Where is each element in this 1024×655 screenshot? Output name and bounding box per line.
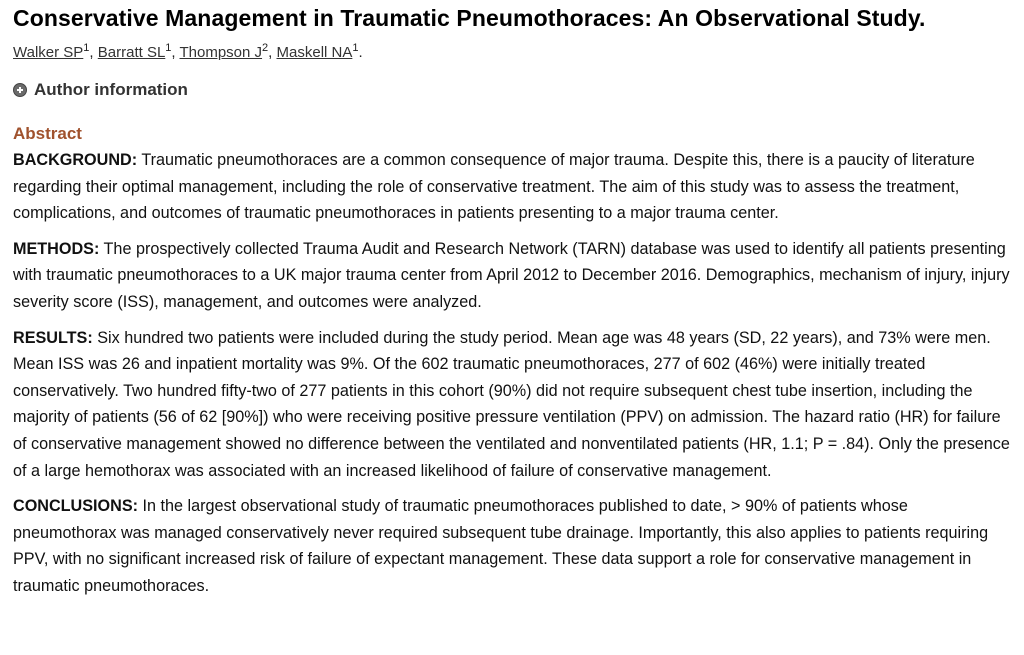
section-label: CONCLUSIONS: — [13, 497, 139, 516]
section-text: Six hundred two patients were included during the study period. Mean age was 48 years (SD, 22 years), and 73% were men. Mean ISS was 26 and inpatient mortality was 9%. Of the 602 traumatic pneumothoraces, 277 of 602 (46%) were initially treated conservatively. Two hundred fifty-two of 277 patients in this cohort (90%) did not require subsequent chest tube insertion, including the majority of patients (56 of 62 [90%]) who were receiving positive pressure ventilation (PPV) on admission. The hazard ratio (HR) for failure of conservative management showed no difference between the ventilated and nonventilated patients (HR, 1.1; P = .84). Only the presence of a large hemothorax was associated with an increased likelihood of failure of conservative management. — [13, 328, 1010, 480]
section-text: In the largest observational study of traumatic pneumothoraces published to date, > 90% of patients whose pneumothorax was managed conservatively never required subsequent tube drainage. Importantly, this also applies to patients requiring PPV, with no significant increased risk of failure of expectant management. These data support a role for conservative management in traumatic pneumothoraces. — [13, 497, 989, 595]
author-list: Walker $SP^1$, Barratt $SL^1$, Thompson $J^2$, Maskell $NA^1$. — [13, 42, 363, 61]
author-affiliation: 1 — [165, 42, 172, 54]
expand-plus-icon[interactable] — [13, 83, 27, 97]
section-text: Traumatic pneumothoraces are a common consequence of major trauma. Despite this, there is a paucity of literature regarding their optimal management, including the role of conservative treatment. The aim of this study was to assess the treatment, complications, and outcomes of traumatic pneumothoraces in patients presenting to a major trauma center. — [13, 151, 975, 223]
author-link-barratt[interactable]: Barratt SL — [97, 44, 166, 61]
abstract-methods — [13, 236, 1013, 316]
author-link-thompson[interactable]: Thompson J — [179, 44, 263, 61]
author-affiliation: 1 — [352, 42, 359, 54]
article-title: Conservative Management in Traumatic Pneumothoraces: An Observational Study. — [13, 5, 926, 31]
author-affiliation: 1 — [83, 42, 90, 54]
abstract-results — [13, 325, 1013, 485]
author-information-toggle[interactable] — [13, 80, 188, 100]
abstract-background — [13, 147, 1013, 227]
abstract-heading: Abstract — [13, 124, 82, 143]
section-label: RESULTS: — [13, 328, 93, 347]
author-information-label: Author information — [34, 80, 188, 99]
author-link-maskell[interactable]: Maskell NA — [276, 44, 353, 61]
abstract-conclusions — [13, 493, 1013, 599]
abstract-body — [13, 147, 1013, 609]
section-label: METHODS: — [13, 239, 100, 258]
section-text: The prospectively collected Trauma Audit and Research Network (TARN) database was used to identify all patients presenting with traumatic pneumothoraces to a UK major trauma center from April 2012 to December 2016. Demographics, mechanism of injury, injury severity score (ISS), management, and outcomes were analyzed. — [13, 239, 1010, 311]
author-link-walker[interactable]: Walker SP — [13, 44, 84, 61]
author-affiliation: 2 — [262, 42, 269, 54]
section-label: BACKGROUND: — [13, 151, 138, 169]
